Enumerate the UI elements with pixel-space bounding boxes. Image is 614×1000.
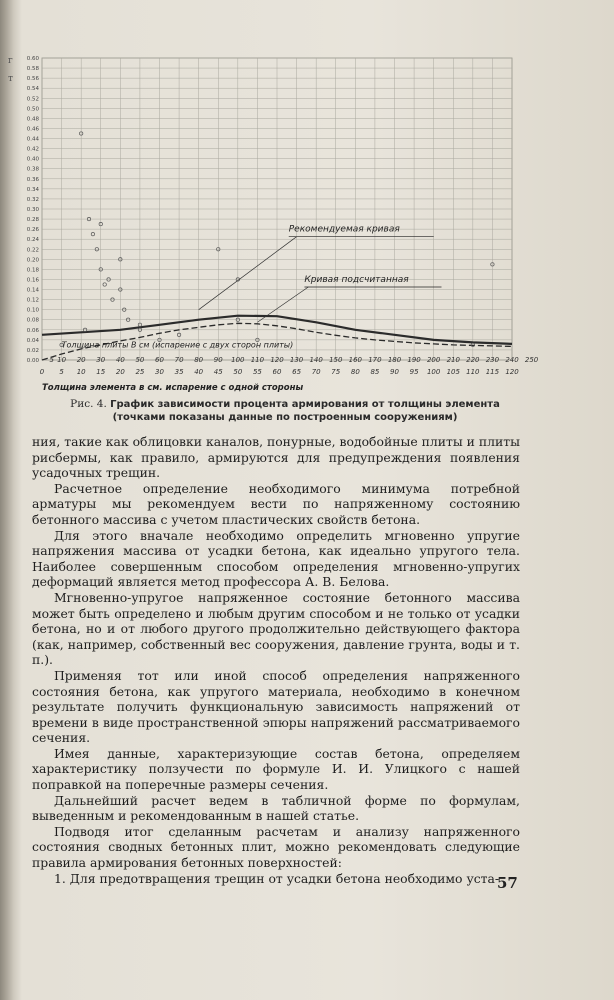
y-tick-label: 0.44: [26, 136, 39, 143]
plate-tick-label: 110: [250, 356, 265, 364]
plate-tick-label: 240: [505, 356, 519, 364]
y-tick-label: 0.24: [26, 237, 39, 244]
plate-tick-label: 160: [348, 356, 363, 364]
plate-tick-label: 120: [270, 356, 284, 364]
y-tick-label: 0.04: [26, 337, 39, 344]
y-tick-label: 0.58: [26, 66, 39, 73]
y-tick-label: 0.32: [26, 196, 39, 203]
y-tick-label: 0.26: [26, 227, 39, 234]
plate-tick-label: 180: [387, 356, 402, 364]
paragraph: Применяя тот или иной способ определения напряженного состояния бетона, как упругого материала, необходимо в конечном результате получить функциональную зависимость напряжений от времени в виде пространственной эпюры напряжений рассматриваемого сечения.: [32, 667, 520, 746]
element-thickness-label: Толщина элемента в см. испарение с одной стороны: [42, 383, 304, 393]
x-tick-label: 55: [252, 368, 262, 376]
y-tick-label: 0.12: [26, 297, 39, 304]
y-tick-label: 0.00: [26, 358, 39, 364]
y-tick-label: 0.54: [26, 86, 39, 93]
y-tick-label: 0.30: [26, 207, 39, 213]
plate-tick-label: 130: [289, 356, 304, 364]
paragraph: Для этого вначале необходимо определить мгновенно упругие напряжения массива от усадки бетона, как идеально упругого тела. Наиболее совершенным способом определения мгновенно-упругих деформаций является метод профессора А. В. Белова.: [32, 527, 520, 590]
recommended-curve-label: Рекомендуемая кривая: [288, 224, 400, 235]
x-tick-label: 115: [485, 368, 500, 376]
reinforcement-chart: [20, 48, 539, 400]
plate-tick-label: 190: [407, 356, 421, 364]
caption-lead: Рис. 4.: [70, 398, 107, 410]
plate-tick-label: 70: [174, 356, 184, 364]
caption-subtitle: (точками показаны данные по построенным сооружениям): [112, 412, 458, 423]
y-tick-label: 0.52: [26, 96, 39, 103]
y-tick-label: 0.14: [26, 287, 39, 294]
plate-tick-label: 5: [49, 356, 55, 364]
x-tick-label: 35: [174, 368, 184, 376]
y-tick-label: 0.40: [26, 156, 39, 163]
paragraph: Дальнейший расчет ведем в табличной форме по формулам, выведенным и рекомендованным в нашей статье.: [32, 792, 520, 824]
y-tick-label: 0.60: [26, 56, 39, 62]
x-tick-label: 25: [135, 368, 145, 376]
plate-tick-label: 40: [115, 356, 125, 364]
plate-tick-label: 140: [309, 356, 323, 364]
y-tick-label: 0.08: [26, 317, 39, 324]
plate-tick-label: 10: [57, 356, 67, 364]
x-tick-label: 60: [272, 368, 282, 376]
plate-tick-label: 210: [446, 356, 460, 364]
y-tick-label: 0.48: [26, 116, 39, 123]
gutter-mark: г: [8, 56, 13, 66]
y-tick-label: 0.28: [26, 217, 39, 224]
plate-tick-label: 170: [368, 356, 382, 364]
x-tick-label: 20: [115, 368, 125, 376]
plate-tick-label: 150: [329, 356, 343, 364]
plate-tick-label: 220: [466, 356, 480, 364]
data-point: [103, 283, 106, 286]
x-tick-label: 65: [292, 368, 302, 376]
x-tick-label: 70: [311, 368, 321, 376]
figure-4: [20, 48, 539, 400]
x-tick-label: 90: [390, 368, 399, 376]
y-tick-label: 0.10: [26, 307, 39, 314]
x-tick-label: 110: [466, 368, 480, 376]
body-text: [32, 434, 520, 886]
x-tick-label: 95: [409, 368, 419, 376]
gutter-mark: т: [8, 74, 13, 84]
y-tick-label: 0.18: [26, 267, 39, 274]
fitted-curve-label: Кривая подсчитанная: [304, 274, 409, 285]
y-tick-label: 0.46: [26, 126, 39, 133]
plate-tick-label: 30: [96, 356, 106, 364]
plate-tick-label: 20: [76, 356, 86, 364]
x-tick-label: 45: [213, 368, 223, 376]
data-point: [91, 232, 94, 235]
x-tick-label: 75: [331, 368, 341, 376]
plate-tick-label: 80: [194, 356, 204, 364]
y-tick-label: 0.20: [26, 257, 39, 264]
x-tick-label: 0: [39, 368, 45, 376]
paragraph: 1. Для предотвращения трещин от усадки бетона необходимо уста-: [54, 870, 500, 886]
x-tick-label: 40: [194, 368, 204, 376]
x-tick-label: 100: [426, 368, 441, 376]
page-number: 57: [497, 874, 518, 892]
figure-caption: [40, 398, 530, 424]
y-tick-label: 0.02: [26, 347, 39, 354]
paragraph: ния, такие как облицовки каналов, понурные, водобойные плиты и плиты рисбермы, как правило, армируются для предупреждения появления усадочных трещин.: [32, 434, 520, 481]
x-tick-label: 105: [446, 368, 460, 376]
paragraph: Имея данные, характеризующие состав бетона, определяем характеристику ползучести по формуле И. И. Улицкого с нашей поправкой на поперечные размеры сечения.: [32, 745, 520, 793]
x-tick-label: 5: [59, 368, 64, 376]
caption-title: График зависимости процента армирования от толщины элемента: [110, 399, 500, 410]
x-tick-label: 10: [76, 368, 86, 376]
x-tick-label: 85: [370, 368, 380, 376]
y-tick-label: 0.56: [26, 76, 39, 83]
x-tick-label: 15: [96, 368, 106, 376]
plate-tick-label: 200: [426, 356, 441, 364]
y-tick-label: 0.06: [26, 327, 39, 334]
plate-thickness-label: Толщина плиты В см (испарение с двух сторон плиты): [61, 340, 294, 350]
x-tick-label: 50: [233, 368, 243, 376]
paragraph: Подводя итог сделанным расчетам и анализу напряженного состояния сводных бетонных плит, можно рекомендовать следующие правила армирования бетонных поверхностей:: [32, 823, 520, 871]
x-tick-label: 30: [155, 368, 164, 376]
plate-tick-label: 90: [213, 356, 223, 364]
x-tick-label: 80: [350, 368, 360, 376]
plate-tick-label: 50: [135, 356, 145, 364]
plate-tick-label: 230: [485, 356, 500, 364]
plate-tick-label: 60: [155, 356, 164, 364]
y-tick-label: 0.38: [26, 166, 39, 173]
paragraph: Расчетное определение необходимого минимума потребной арматуры мы рекомендуем вести по напряженному состоянию бетонного массива с учетом пластических свойств бетона.: [32, 480, 520, 527]
plate-tick-label: 100: [231, 356, 245, 364]
y-tick-label: 0.34: [26, 186, 39, 193]
plate-tick-label: 250: [524, 356, 539, 364]
y-tick-label: 0.22: [26, 247, 39, 254]
x-tick-label: 120: [505, 368, 519, 376]
y-tick-label: 0.42: [26, 146, 39, 153]
y-tick-label: 0.50: [26, 106, 39, 113]
y-tick-label: 0.16: [26, 277, 39, 284]
leader-line: [199, 237, 297, 310]
y-tick-label: 0.36: [26, 176, 39, 183]
paragraph: Мгновенно-упругое напряженное состояние бетонного массива может быть определено и любым другим способом и не только от усадки бетона, но и от любого другого продолжительно действующего фактора (как, например, собственный вес сооружения, давление грунта, воды и т. п.).: [32, 589, 520, 668]
